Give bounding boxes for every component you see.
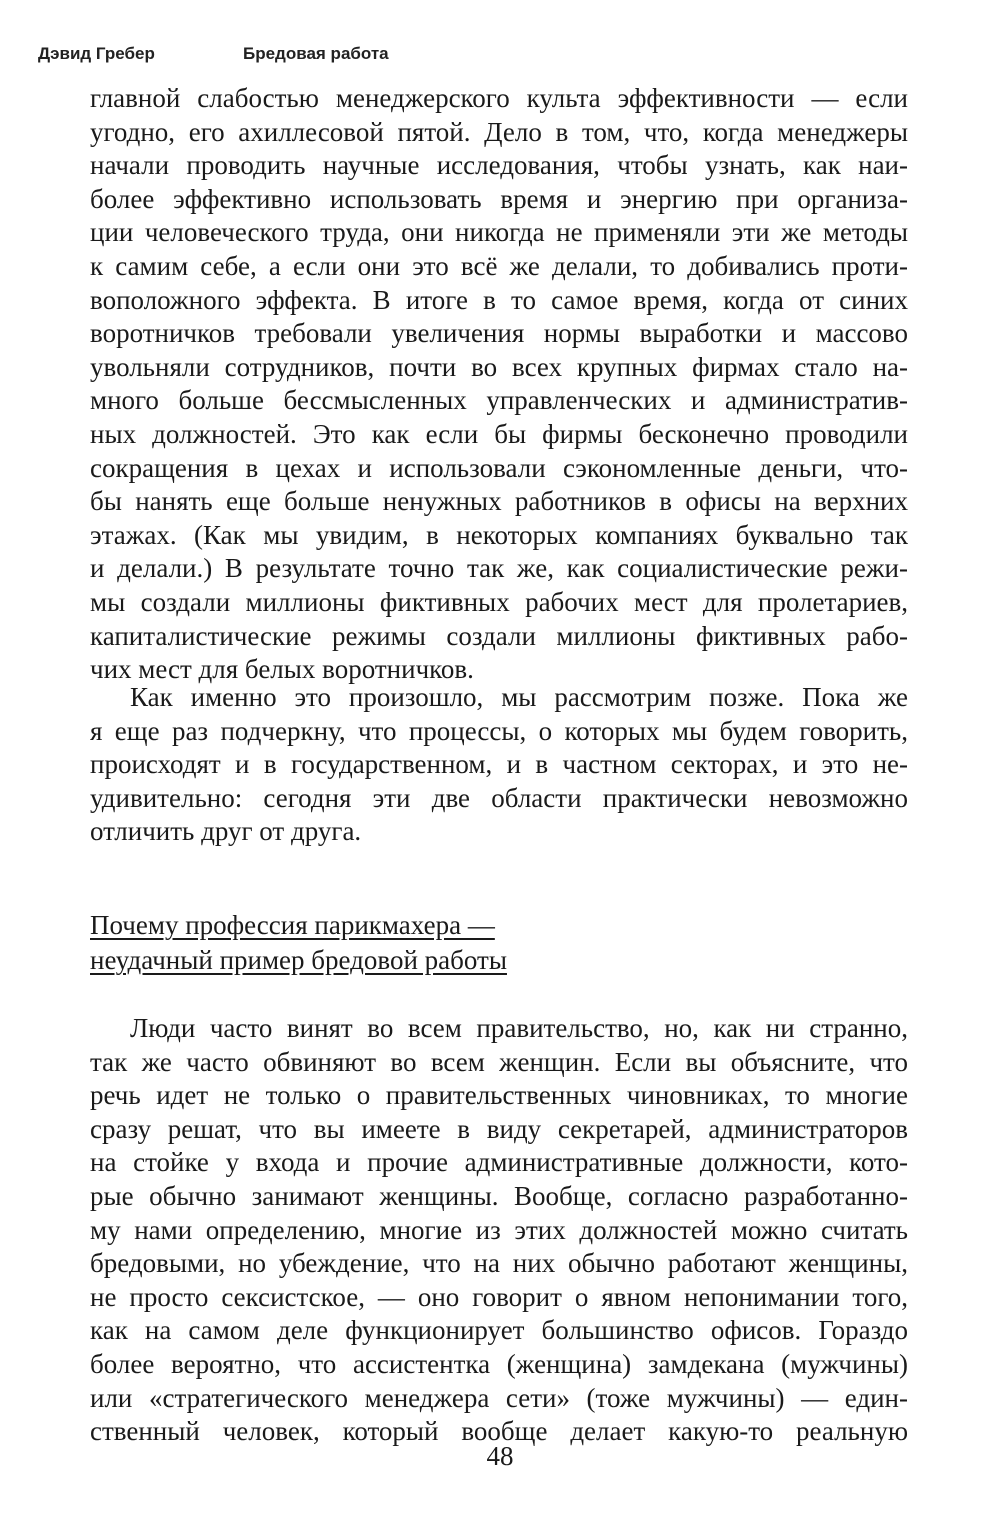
text-line: происходят и в государственном, и в частном секторах, и это не- xyxy=(90,749,908,780)
section-heading xyxy=(90,908,507,978)
paragraph-1 xyxy=(90,82,908,687)
text-line: не просто сексистское, — оно говорит о явном непонимании того, xyxy=(90,1281,908,1312)
text-line: угодно, его ахиллесовой пятой. Дело в том, что, когда менеджеры xyxy=(90,116,908,147)
text-line: ции человеческого труда, они никогда не применяли эти же методы xyxy=(90,217,908,248)
text-line: Люди часто винят во всем правительство, но, как ни странно, xyxy=(130,1013,908,1043)
text-line: и делали.) В результате точно так же, как социалистические режи- xyxy=(90,553,908,584)
text-line: начали проводить научные исследования, чтобы узнать, как наи- xyxy=(90,150,908,181)
text-line: сокращения в цехах и использовали сэкономленные деньги, что- xyxy=(90,452,908,483)
text-line: Как именно это произошло, мы рассмотрим позже. Пока же xyxy=(130,682,908,712)
paragraph-2 xyxy=(90,681,908,849)
text-line: капиталистические режимы создали миллионы фиктивных рабо- xyxy=(90,620,908,651)
text-line: рые обычно занимают женщины. Вообще, согласно разработанно- xyxy=(90,1180,908,1211)
text-line: ственный человек, который вообще делает какую-то реальную xyxy=(90,1416,908,1447)
text-line: воположного эффекта. В итоге в то самое время, когда от синих xyxy=(90,284,908,315)
text-line: много больше бессмысленных управленческих и административ- xyxy=(90,385,908,416)
header-author: Дэвид Гребер xyxy=(38,44,155,63)
paragraph-3 xyxy=(90,1012,908,1449)
text-line: этажах. (Как мы увидим, в некоторых компаниях буквально так xyxy=(90,519,908,550)
text-line: отличить друг от друга. xyxy=(90,816,362,847)
text-line: бы нанять еще больше ненужных работников в офисы на верхних xyxy=(90,486,908,517)
text-line: как на самом деле функционирует большинство офисов. Гораздо xyxy=(90,1315,908,1346)
text-line: сразу решат, что вы имеете в виду секретарей, администраторов xyxy=(90,1113,908,1144)
page-number: 48 xyxy=(486,1441,514,1471)
heading-line: Почему профессия парикмахера — xyxy=(90,910,495,940)
text-line: главной слабостью менеджерского культа эффективности — если xyxy=(90,83,908,113)
text-line: на стойке у входа и прочие административные должности, кото- xyxy=(90,1147,908,1178)
heading-line: неудачный пример бредовой работы xyxy=(90,945,507,975)
text-line: чих мест для белых воротничков. xyxy=(90,654,474,685)
text-line: мы создали миллионы фиктивных рабочих мест для пролетариев, xyxy=(90,586,908,617)
text-line: так же часто обвиняют во всем женщин. Если вы объясните, что xyxy=(90,1046,908,1077)
text-line: му нами определению, многие из этих должностей можно считать xyxy=(90,1214,908,1245)
text-line: я еще раз подчеркну, что процессы, о которых мы будем говорить, xyxy=(90,715,908,746)
text-line: более вероятно, что ассистентка (женщина) замдекана (мужчины) xyxy=(90,1348,908,1379)
text-line: увольняли сотрудников, почти во всех крупных фирмах стало на- xyxy=(90,351,908,382)
text-line: бредовыми, но убеждение, что на них обычно работают женщины, xyxy=(90,1248,908,1279)
text-line: или «стратегического менеджера сети» (тоже мужчины) — един- xyxy=(90,1382,908,1413)
text-line: ных должностей. Это как если бы фирмы бесконечно проводили xyxy=(90,418,908,449)
text-line: удивительно: сегодня эти две области практически невозможно xyxy=(90,782,908,813)
header-book-title: Бредовая работа xyxy=(243,44,389,63)
text-line: более эффективно использовать время и энергию при организа- xyxy=(90,183,908,214)
text-line: к самим себе, а если они это всё же делали, то добивались проти- xyxy=(90,250,908,281)
text-line: воротничков требовали увеличения нормы выработки и массово xyxy=(90,318,908,349)
text-line: речь идет не только о правительственных чиновниках, то многие xyxy=(90,1080,908,1111)
